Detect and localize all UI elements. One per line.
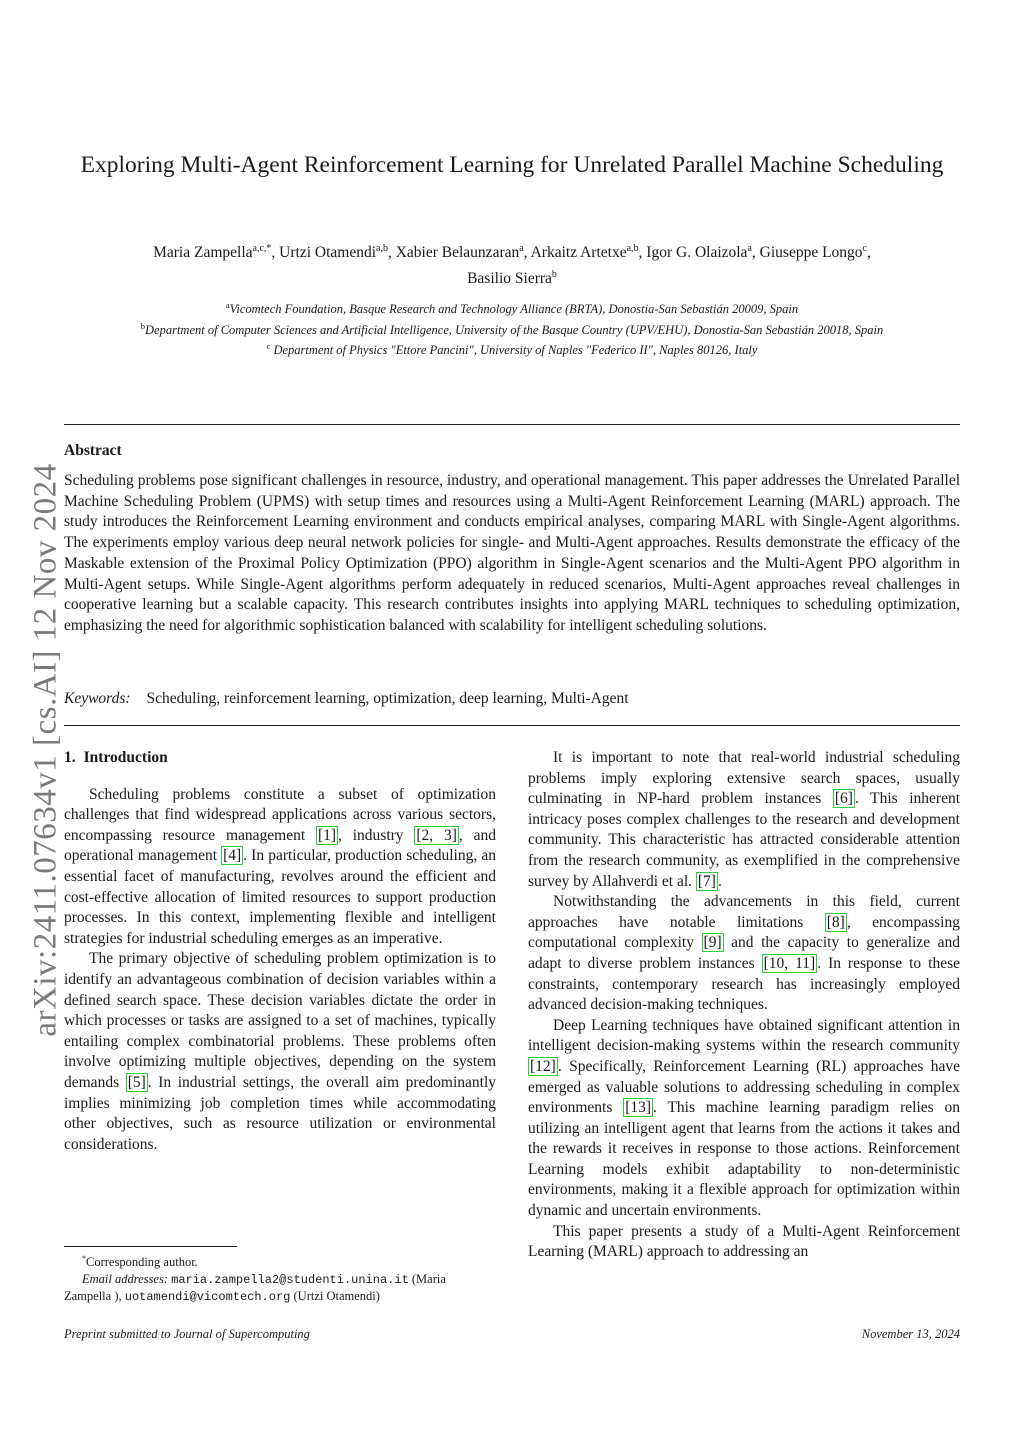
email-note xyxy=(64,1271,496,1306)
section-number: 1. xyxy=(64,749,76,766)
citation-link[interactable]: [9] xyxy=(703,934,722,952)
author-name: Arkaitz Artetxe xyxy=(530,244,627,261)
affiliation-line xyxy=(64,318,960,339)
arxiv-identifier-stamp: arXiv:2411.07634v1 [cs.AI] 12 Nov 2024 xyxy=(27,463,64,1037)
footnotes xyxy=(64,1251,496,1306)
citation-link[interactable]: [2, 3] xyxy=(416,826,457,844)
author-affiliation-mark: a xyxy=(519,243,524,254)
abstract-paragraph: Scheduling problems pose significant challenges in resource, industry, and operational management. This paper addresses the Unrelated Parallel Machine Scheduling Problem (UPMS) with setup times and resources using a Multi-Agent Reinforcement Learning (MARL) approach. The study introduces the Reinforcement Learning environment and conducts empirical analyses, comparing MARL with Single-Agent algorithms. The experiments employ various deep neural network policies for single- and Multi-Agent approaches. Results demonstrate the efficacy of the Maskable extension of the Proximal Policy Optimization (PPO) algorithm in Single-Agent scenarios and the Multi-Agent PPO algorithm in Multi-Agent setups. While Single-Agent algorithms perform adequately in reduced scenarios, Multi-Agent approaches reveal challenges in cooperative learning but a scalable capacity. This research contributes insights into applying MARL techniques to scheduling optimization, emphasizing the need for algorithmic sophistication balanced with scalability for intelligent scheduling solutions. xyxy=(64,472,960,634)
keywords-text: Scheduling, reinforcement learning, optimization, deep learning, Multi-Agent xyxy=(146,690,629,707)
intro-paragraph-6: This paper presents a study of a Multi-Agent Reinforcement Learning (MARL) approach to addressing an xyxy=(528,1222,960,1261)
affiliation-text: Department of Physics "Ettore Pancini", University of Naples "Federico II", Naples 80126, Italy xyxy=(270,343,758,357)
author-affiliation-mark: c xyxy=(862,243,867,254)
author-affiliation-mark: b xyxy=(551,269,557,280)
top-rule xyxy=(64,424,960,425)
keywords xyxy=(64,689,960,709)
email-owner-2: (Urtzi Otamendi) xyxy=(293,1289,380,1303)
email-link-2[interactable]: uotamendi@vicomtech.org xyxy=(124,1290,291,1304)
affiliation-line xyxy=(64,297,960,318)
bottom-rule xyxy=(64,725,960,726)
citation-link[interactable]: [1] xyxy=(317,826,337,844)
author-name: Basilio Sierra xyxy=(467,270,552,287)
intro-paragraph-1: Scheduling problems constitute a subset of optimization challenges that find widespread applications across various sectors, encompassing resource management [1] , industry [2, 3] , and operational management [4] . In particular, production scheduling, an essential facet of manufacturing, revolves around the efficient and cost-effective allocation of limited resources to support production processes. In this context, implementing flexible and intelligent strategies for industrial scheduling emerges as an imperative. xyxy=(64,785,497,947)
intro-paragraph-3: It is important to note that real-world industrial scheduling problems imply exploring extensive search spaces, usually culminating in NP-hard problem instances [6] . This inherent intricacy poses complex challenges to the research and development community. This characteristic has attracted considerable attention from the research community, as exemplified in the comprehensive survey by Allahverdi et al. [7] . xyxy=(528,749,960,890)
citation-link[interactable]: [7] xyxy=(697,872,716,890)
affiliation-list xyxy=(64,297,960,359)
intro-paragraph-5: Deep Learning techniques have obtained significant attention in intelligent decision-making systems within the research community [12] . Specifically, Reinforcement Learning (RL) approaches have emerged as valuable solutions to addressing scheduling in complex environments [13] . This machine learning paradigm relies on utilizing an intelligent agent that learns from the actions it takes and the rewards it receives in response to those actions. Reinforcement Learning models exhibit adaptability to non-deterministic environments, making it a flexible approach for optimization within dynamic and uncertain environments. xyxy=(528,1016,960,1220)
left-column xyxy=(64,748,496,1155)
affiliation-text: Department of Computer Sciences and Artificial Intelligence, University of the Basque Country (UPV/EHU), Donostia-San Sebastián 20018, Spain xyxy=(145,322,884,337)
keywords-label: Keywords: xyxy=(64,690,131,707)
corresponding-text: Corresponding author. xyxy=(86,1255,198,1269)
author-name: Igor G. Olaizola xyxy=(646,244,748,261)
footer-preprint-note: Preprint submitted to Journal of Supercomputing xyxy=(64,1327,310,1341)
author-name: Xabier Belaunzaran xyxy=(395,244,520,261)
corresponding-author-note xyxy=(64,1251,496,1271)
email-owner-1: (Maria Zampella ), xyxy=(64,1271,446,1303)
author-affiliation-mark: a,b xyxy=(626,243,639,254)
citation-link[interactable]: [5] xyxy=(127,1073,146,1091)
affiliation-mark: a xyxy=(225,300,230,310)
email-label: Email addresses: xyxy=(82,1271,168,1286)
affiliation-text: Vicomtech Foundation, Basque Research and Technology Alliance (BRTA), Donostia-San Sebastián 20009, Spain xyxy=(229,302,799,316)
email-link-1[interactable]: maria.zampella2@studenti.unina.it xyxy=(171,1272,409,1287)
affiliation-mark: b xyxy=(140,320,146,331)
section-heading-introduction xyxy=(64,748,496,769)
intro-paragraph-4: Notwithstanding the advancements in this field, current approaches have notable limitations [8] , encompassing computational complexity [9] and the capacity to generalize and adapt to diverse problem instances [10, 11] . In response to these constraints, contemporary research has increasingly employed advanced decision-making techniques. xyxy=(528,893,961,1014)
citation-link[interactable]: [10, 11] xyxy=(763,954,816,972)
author-affiliation-mark: a,b xyxy=(376,243,388,254)
citation-link[interactable]: [12] xyxy=(530,1057,556,1075)
right-column xyxy=(528,748,960,1263)
citation-link[interactable]: [4] xyxy=(223,847,242,865)
footnote-mark: * xyxy=(82,1254,86,1263)
author-name: Giuseppe Longo xyxy=(759,244,863,261)
author-affiliation-mark: a xyxy=(747,243,752,254)
footnote-rule xyxy=(64,1246,237,1247)
author-list: Maria Zampella$^{a,c,*}$, Urtzi Otamendi$^{a,b}$, Xabier Belaunzaran$^a$, Arkaitz Artetxe$^{a,b}$, Igor G. Olaizola$^a$, Giuseppe Longo$^c$, Basilio Sierra$^b$ xyxy=(153,243,871,287)
affiliation-mark: c xyxy=(266,341,271,351)
section-title: Introduction xyxy=(83,749,168,766)
citation-link[interactable]: [13] xyxy=(625,1099,652,1117)
intro-paragraph-2: The primary objective of scheduling problem optimization is to identify an advantageous combination of decision variables within a defined search space. These decision variables dictate the order in which processes or tasks are assigned to a set of machines, typically entailing complex combinatorial problems. These problems often involve optimizing multiple objectives, depending on the system demands [5] . In industrial settings, the overall aim predominantly implies minimizing job completion times while accommodating other objectives, such as resource utilization or environmental considerations. xyxy=(64,950,496,1153)
affiliation-line xyxy=(64,338,960,359)
author-name: Urtzi Otamendi xyxy=(279,244,377,261)
author-affiliation-mark: a,c,* xyxy=(252,243,272,254)
paper-title: Exploring Multi-Agent Reinforcement Learning for Unrelated Parallel Machine Scheduling xyxy=(80,152,944,178)
abstract-heading: Abstract xyxy=(64,442,122,459)
citation-link[interactable]: [8] xyxy=(826,913,845,931)
abstract-body xyxy=(64,471,960,637)
author-name: Maria Zampella xyxy=(153,244,253,261)
citation-link[interactable]: [6] xyxy=(834,790,853,808)
footer-date: November 13, 2024 xyxy=(861,1327,960,1341)
